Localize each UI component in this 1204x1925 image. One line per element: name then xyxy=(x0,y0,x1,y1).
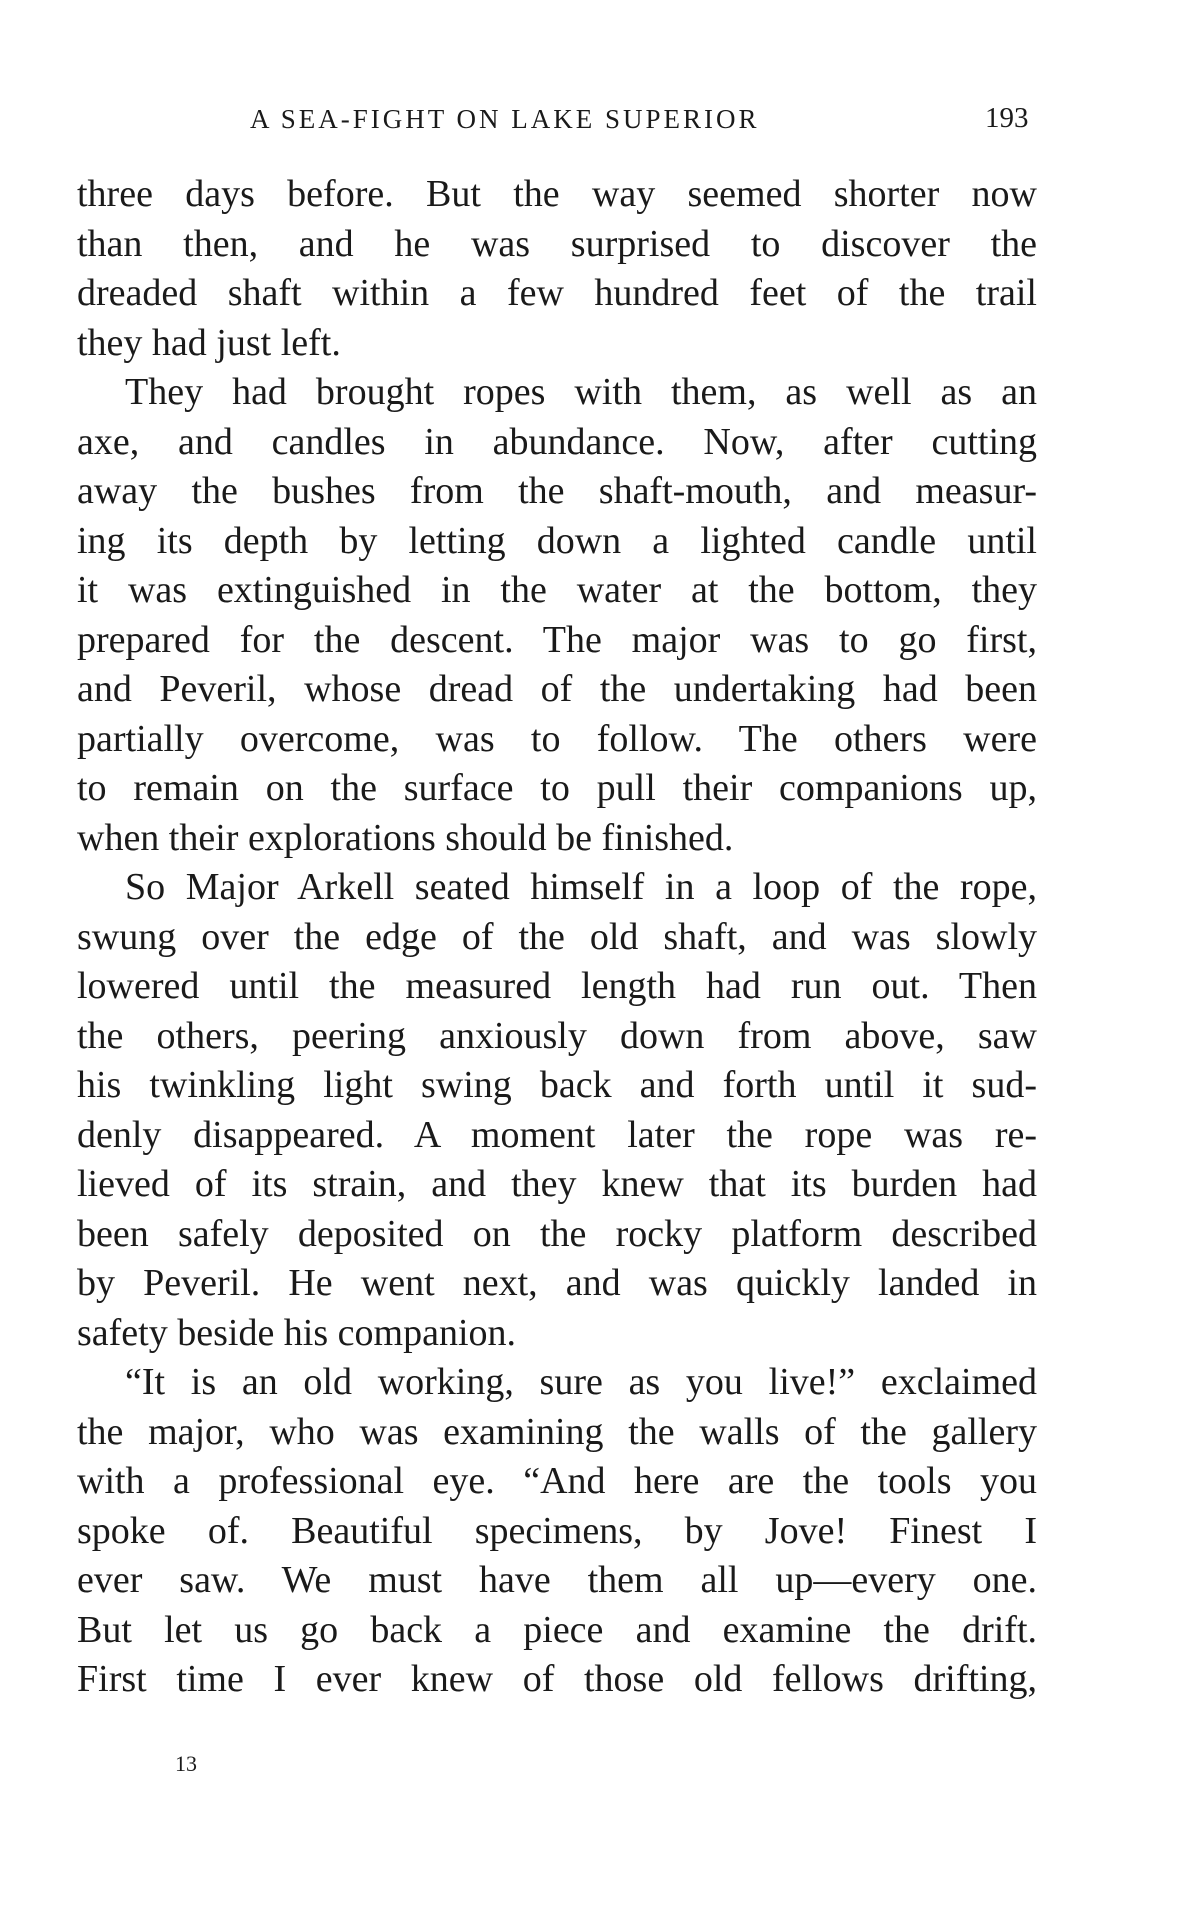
text-line: spoke of. Beautiful specimens, by Jove! Finest I xyxy=(77,1509,1037,1552)
text-line: away the bushes from the shaft-mouth, and measur- xyxy=(77,470,1037,512)
text-line: his twinkling light swing back and forth until it sud- xyxy=(77,1064,1037,1106)
paragraph-first-line: They had brought ropes with them, as well as an xyxy=(125,371,1037,413)
paragraph-first-line: So Major Arkell seated himself in a loop of the rope, xyxy=(125,866,1037,908)
text-line: lowered until the measured length had run out. Then xyxy=(77,965,1037,1007)
text-line: First time I ever knew of those old fellows drifting, xyxy=(77,1658,1037,1700)
signature-mark: 13 xyxy=(175,1751,197,1776)
text-line: been safely deposited on the rocky platform described xyxy=(77,1212,1037,1255)
text-line: with a professional eye. “And here are the tools you xyxy=(77,1460,1037,1502)
text-line: the others, peering anxiously down from above, saw xyxy=(77,1014,1037,1057)
text-line: denly disappeared. A moment later the rope was re- xyxy=(77,1113,1037,1156)
text-line: by Peveril. He went next, and was quickly landed in xyxy=(77,1262,1037,1304)
page-number: 193 xyxy=(985,102,1029,134)
paragraph-first-line: “It is an old working, sure as you live!” exclaimed xyxy=(125,1361,1037,1403)
text-line: safety beside his companion. xyxy=(77,1311,517,1354)
text-line: the major, who was examining the walls of the gallery xyxy=(77,1410,1037,1453)
text-line: prepared for the descent. The major was to go first, xyxy=(77,618,1037,661)
text-line: ever saw. We must have them all up—every one. xyxy=(77,1559,1037,1601)
body-text xyxy=(77,170,1037,1705)
text-line: three days before. But the way seemed shorter now xyxy=(77,173,1037,215)
text-line: and Peveril, whose dread of the undertaking had been xyxy=(77,668,1037,710)
text-line: partially overcome, was to follow. The others were xyxy=(77,717,1037,760)
text-line: axe, and candles in abundance. Now, after cutting xyxy=(77,420,1037,463)
text-line: swung over the edge of the old shaft, and was slowly xyxy=(77,915,1037,958)
text-line: than then, and he was surprised to discover the xyxy=(77,222,1037,265)
text-line: when their explorations should be finished. xyxy=(77,816,734,859)
text-line: dreaded shaft within a few hundred feet of the trail xyxy=(77,272,1037,314)
text-line: But let us go back a piece and examine the drift. xyxy=(77,1608,1037,1651)
text-line: it was extinguished in the water at the bottom, they xyxy=(77,569,1037,611)
text-line: lieved of its strain, and they knew that its burden had xyxy=(77,1163,1037,1205)
text-line: ing its depth by letting down a lighted candle until xyxy=(77,519,1037,562)
text-line: they had just left. xyxy=(77,321,341,364)
running-title: A SEA-FIGHT ON LAKE SUPERIOR xyxy=(250,104,760,134)
text-line: to remain on the surface to pull their companions up, xyxy=(77,767,1037,809)
